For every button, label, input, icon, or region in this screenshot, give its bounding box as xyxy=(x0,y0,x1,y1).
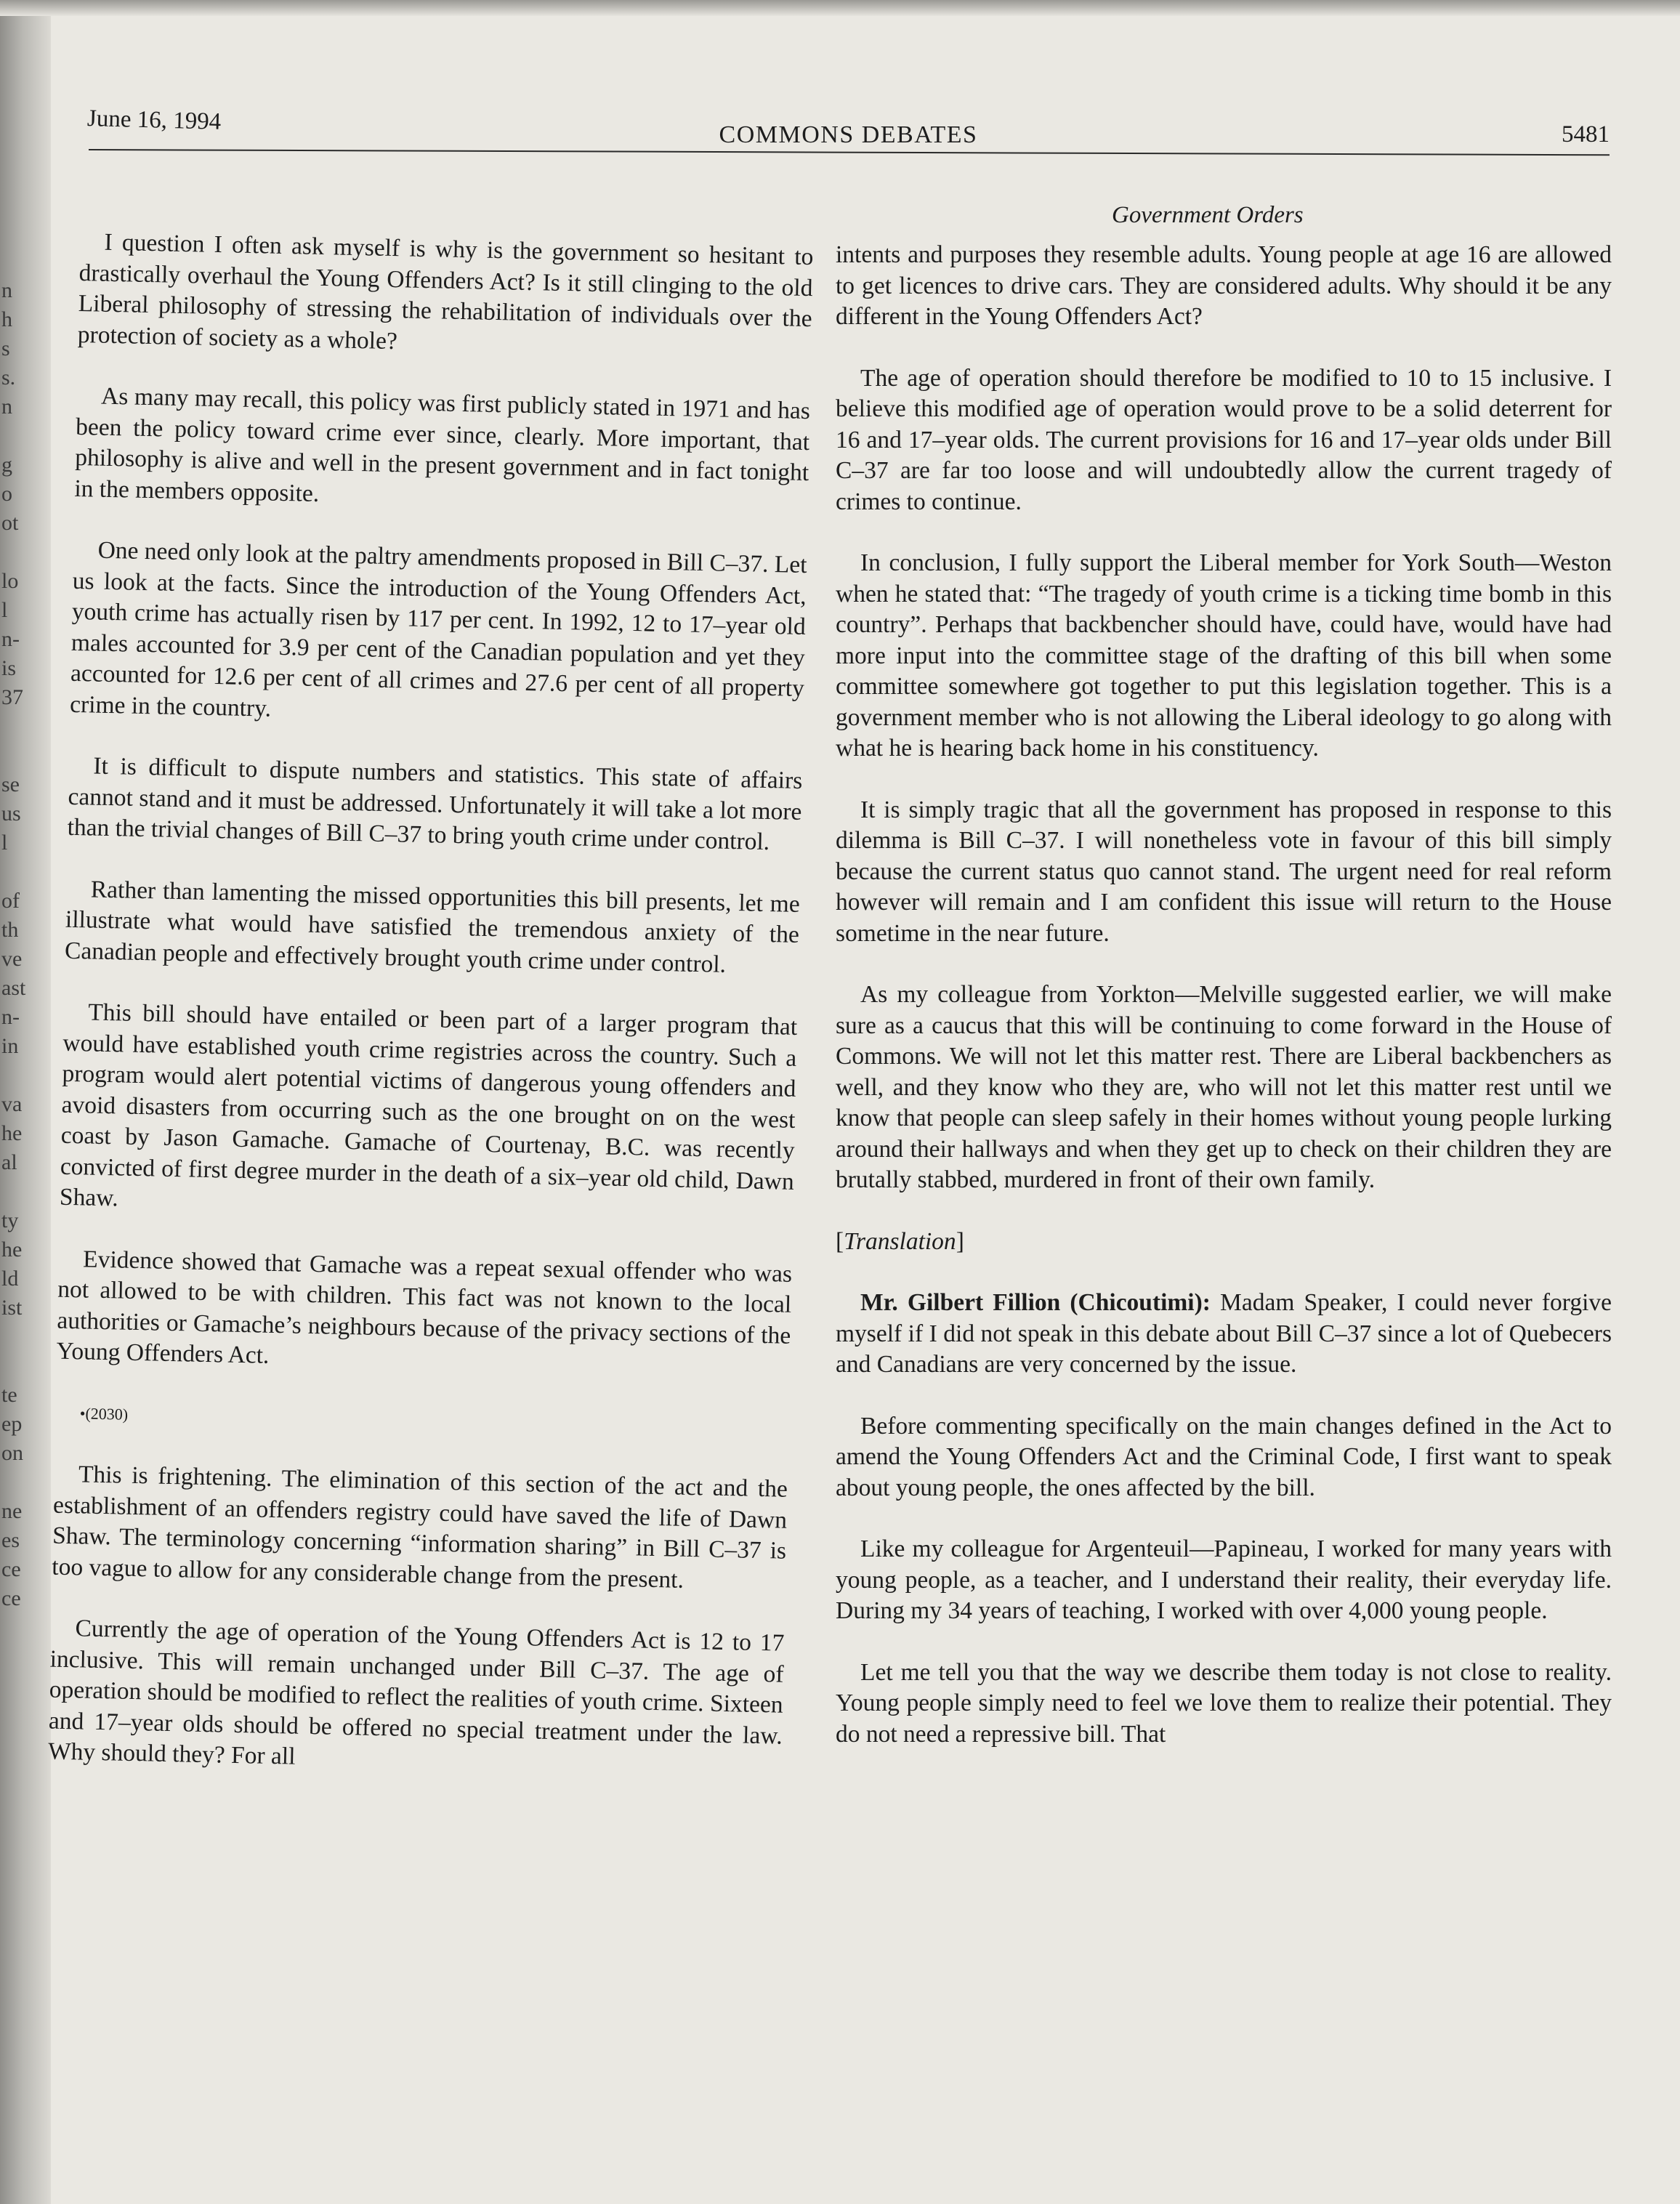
paragraph: intents and purposes they resemble adults. Young people at age 16 are allowed to get licences to drive cars. They are considered adults. Why should it be any different in the Young Offenders Act? xyxy=(836,241,1612,330)
edge-fragment: us xyxy=(1,802,21,826)
paragraph: Evidence showed that Gamache was a repeat sexual offender who was not allowed to be with children. This fact was not known to the local authorities or Gamache’s neighbours because of the privacy sections of the Young Offenders Act. xyxy=(56,1245,793,1369)
paragraph: The age of operation should therefore be modified to 10 to 15 inclusive. I believe this modified age of operation would prove to be a solid deterrent for 16 and 17–year olds. The current provisions for 16 and 17–year olds under Bill C–37 are far too loose and will undoubtedly allow the current tragedy of crimes to continue. xyxy=(836,364,1612,515)
edge-fragment: s. xyxy=(1,366,16,389)
page-number: 5481 xyxy=(1562,121,1610,148)
edge-fragment: te xyxy=(1,1383,17,1407)
edge-fragment: of xyxy=(1,889,20,913)
edge-fragment: lo xyxy=(1,569,19,593)
edge-fragment: in xyxy=(1,1034,19,1058)
edge-fragment: on xyxy=(1,1441,23,1465)
paragraph: Let me tell you that the way we describe them today is not close to reality. Young people simply need to feel we love them to realize their potential. They do not need a repressive bill. That xyxy=(836,1658,1612,1748)
speech-text: Madam Speaker, I could never forgive myself if I did not speak in this debate about Bill C–37 since a lot of Quebecers and Canadians are very concerned by the issue. xyxy=(836,1289,1612,1378)
header-date: June 16, 1994 xyxy=(86,105,222,135)
speech-paragraph xyxy=(836,1288,1612,1381)
edge-fragment: he xyxy=(1,1238,23,1262)
edge-fragment xyxy=(1,1352,17,1381)
edge-fragment: va xyxy=(1,1092,23,1116)
translation-note: [Translation] xyxy=(836,1227,964,1255)
edge-fragment xyxy=(1,1468,17,1497)
edge-fragment: al xyxy=(1,1150,17,1174)
paragraph: One need only look at the paltry amendments proposed in Bill C–37. Let us look at the facts. Since the introduction of the Young Offenders Act, youth crime has actually risen by 117 per cent. In 1992, 12 to 17–year old males accounted for 3.9 per cent of the Canadian population and yet they accounted for 12.6 per cent of all crimes and 27.6 per cent of all property crime in the country. xyxy=(69,536,807,722)
page-top-shadow xyxy=(0,0,1680,16)
paragraph: In conclusion, I fully support the Liberal member for York South—Weston when he stated that: “The tragedy of youth crime is a ticking time bomb in this country”. Perhaps that backbencher should have, could have, would have had more input into the committee stage of the drafting of this bill when some committee somewhere got together to put this legislation together. This is a government member who is not allowing the Liberal ideology to go along with what he is hearing back home in his constituency. xyxy=(836,549,1612,762)
paragraph: Like my colleague for Argenteuil—Papineau, I worked for many years with young people, as a teacher, and I understand their reality, their everyday life. During my 34 years of teaching, I worked with over 4,000 young people. xyxy=(836,1535,1612,1624)
edge-fragment: g xyxy=(1,453,12,477)
edge-fragment xyxy=(1,1177,17,1206)
edge-fragment: ist xyxy=(1,1296,23,1320)
edge-fragment xyxy=(1,712,17,741)
edge-fragment: ld xyxy=(1,1267,19,1291)
edge-fragment: se xyxy=(1,772,20,796)
edge-fragment xyxy=(1,1061,17,1090)
previous-page-edge-text xyxy=(1,276,26,1613)
paragraph: As many may recall, this policy was first publicly stated in 1971 and has been the policy toward crime ever since, clearly. More important, that philosophy is alive and well in the present government and in fact tonight in the members opposite. xyxy=(74,382,811,507)
edge-fragment: ty xyxy=(1,1208,19,1232)
edge-fragment xyxy=(1,421,17,451)
edge-fragment: s xyxy=(1,336,10,360)
paragraph: This bill should have entailed or been part of a larger program that would have established youth crime registries across the country. Such a program would alert potential victims of dangerous young offenders and avoid disasters from occurring such as the one brought on on the west coast by Jason Gamache. Gamache of Courtenay, B.C. was recently convicted of first degree murder in the death of a six–year old child, Dawn Shaw. xyxy=(59,998,798,1212)
edge-fragment: o xyxy=(1,482,12,506)
edge-fragment: he xyxy=(1,1121,23,1145)
edge-fragment: ep xyxy=(1,1412,23,1436)
edge-fragment: l xyxy=(1,598,8,622)
left-column xyxy=(47,227,814,1813)
header-rule xyxy=(89,149,1610,156)
paragraph: This is frightening. The elimination of this section of the act and the establishment of an offenders registry could have saved the life of Dawn Shaw. The terminology concerning “information sharing” in Bill C–37 is too vague to allow for any considerable change from the present. xyxy=(51,1461,788,1594)
edge-fragment: ot xyxy=(1,511,19,535)
section-label: Government Orders xyxy=(1112,202,1304,228)
paragraph: Currently the age of operation of the Young Offenders Act is 12 to 17 inclusive. This will remain unchanged under Bill C–37. The age of operation should be modified to reflect the realities of youth crime. Sixteen and 17–year olds should be offered no special treatment under the law. Why should they? For all xyxy=(47,1615,785,1770)
paragraph: I question I often ask myself is why is the government so hesitant to drastically overhaul the Young Offenders Act? Is it still clinging to the old Liberal philosophy of stressing the rehabilitation of individuals over the protection of society as a whole? xyxy=(77,228,814,355)
edge-fragment: th xyxy=(1,918,19,942)
edge-fragment: ce xyxy=(1,1586,21,1610)
edge-fragment: n- xyxy=(1,1005,20,1029)
time-marker: •(2030) xyxy=(79,1403,129,1424)
header-title: COMMONS DEBATES xyxy=(719,121,978,148)
paragraph: As my colleague from Yorkton—Melville suggested earlier, we will make sure as a caucus that this will be continuing to come forward in the House of Commons. We will not let this matter rest. There are Liberal backbenchers as well, and they know who they are, who will not let this matter rest until we know that people can sleep safely in their homes without young people lurking around their hallways and when they get up to check on their children they are brutally stabbed, murdered in front of their own family. xyxy=(836,981,1612,1193)
edge-fragment: n xyxy=(1,278,12,302)
edge-fragment: h xyxy=(1,307,12,331)
translation-label: Translation xyxy=(844,1227,956,1255)
speaker-name: Mr. Gilbert Fillion (Chicoutimi): xyxy=(860,1289,1211,1316)
edge-fragment: ce xyxy=(1,1557,21,1581)
edge-fragment: is xyxy=(1,656,17,680)
edge-fragment: es xyxy=(1,1528,20,1552)
edge-fragment xyxy=(1,741,17,770)
edge-fragment: n- xyxy=(1,627,20,651)
edge-fragment xyxy=(1,1323,17,1352)
paragraph: Rather than lamenting the missed opportunities this bill presents, let me illustrate what would have satisfied the tremendous anxiety of the Canadian people and effectively brought youth crime under control. xyxy=(64,876,801,978)
edge-fragment: 37 xyxy=(1,685,23,709)
edge-fragment: ve xyxy=(1,947,23,971)
paragraph: It is difficult to dispute numbers and statistics. This state of affairs cannot stand and it must be addressed. Unfortunately it will take a lot more than the trivial changes of Bill C–37 to bring youth crime under control. xyxy=(67,752,803,856)
edge-fragment: ast xyxy=(1,976,26,1000)
edge-fragment xyxy=(1,857,17,887)
edge-fragment: l xyxy=(1,831,8,855)
paragraph: It is simply tragic that all the government has proposed in response to this dilemma is Bill C–37. I will nonetheless vote in favour of this bill simply because the current status quo cannot stand. The urgent need for real reform however will remain and I am confident this issue will return to the House sometime in the near future. xyxy=(836,796,1612,947)
edge-fragment xyxy=(1,538,17,567)
paragraph: Before commenting specifically on the main changes defined in the Act to amend the Young Offenders Act and the Criminal Code, I first want to speak about young people, the ones affected by the bill. xyxy=(836,1412,1612,1501)
page-header xyxy=(87,105,1610,149)
edge-fragment: ne xyxy=(1,1499,23,1523)
right-column xyxy=(836,240,1612,1780)
edge-fragment: n xyxy=(1,395,12,419)
